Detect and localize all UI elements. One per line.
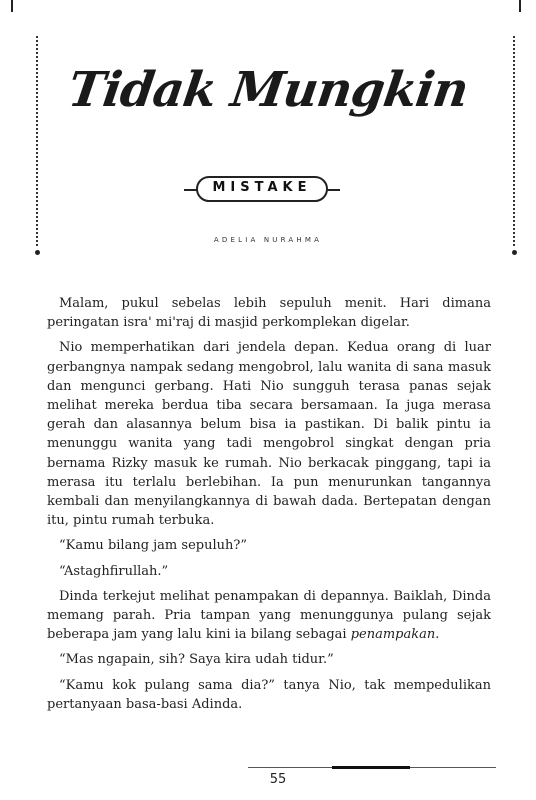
chapter-line-right bbox=[326, 189, 340, 191]
page-corner-mark-right bbox=[519, 0, 521, 12]
paragraph: “Kamu kok pulang sama dia?” tanya Nio, tak mempedulikan pertanyaan basa-basi Adinda. bbox=[47, 677, 491, 712]
body-text bbox=[47, 294, 491, 720]
paragraph-end: . bbox=[435, 627, 440, 643]
paragraph: Malam, pukul sebelas lebih sepuluh menit. Hari dimana peringatan isra' mi'raj di masjid perkomplekan digelar. bbox=[47, 296, 491, 331]
dialogue-line: “Mas ngapain, sih? Saya kira udah tidur.” bbox=[59, 652, 334, 668]
page-corner-mark-left bbox=[11, 0, 13, 12]
paragraph bbox=[47, 587, 491, 645]
book-title: Tidak Mungkin bbox=[64, 62, 472, 118]
paragraph-text: Dinda terkejut melihat penampakan di depannya. Baiklah, Dinda memang parah. Pria tampan yang menunggunya pulang sejak beberapa jam yang lalu kini ia bilang sebagai bbox=[47, 588, 491, 643]
paragraph-emphasis: penampakan bbox=[350, 627, 436, 643]
footer-accent-bar bbox=[332, 766, 410, 769]
dialogue-line: “Kamu bilang jam sepuluh?” bbox=[59, 538, 247, 554]
border-dot-right bbox=[512, 250, 517, 255]
border-dot-left bbox=[35, 250, 40, 255]
author-name: ADELIA NURAHMA bbox=[213, 236, 323, 244]
chapter-title: MISTAKE bbox=[212, 180, 312, 195]
dialogue-line: “Astaghfirullah.” bbox=[59, 563, 169, 579]
paragraph: Nio memperhatikan dari jendela depan. Kedua orang di luar gerbangnya nampak sedang mengobrol, lalu wanita di sana masuk dan mengunci gerbang. Hati Nio sungguh terasa panas sejak melihat mereka berdua tiba secara bersamaan. Ia juga merasa gerah dan alasannya belum bisa ia pastikan. Di balik pintu ia menunggu wanita yang tadi mengobrol singkat dengan pria bernama Rizky masuk ke rumah. Nio berkacak pinggang, tapi ia merasa itu terlalu berlebihan. Ia pun menurunkan tangannya kembali dan menyilangkannya di bawah dada. Bertepatan dengan itu, pintu rumah terbuka. bbox=[47, 340, 491, 529]
page-number: 55 bbox=[269, 772, 287, 787]
